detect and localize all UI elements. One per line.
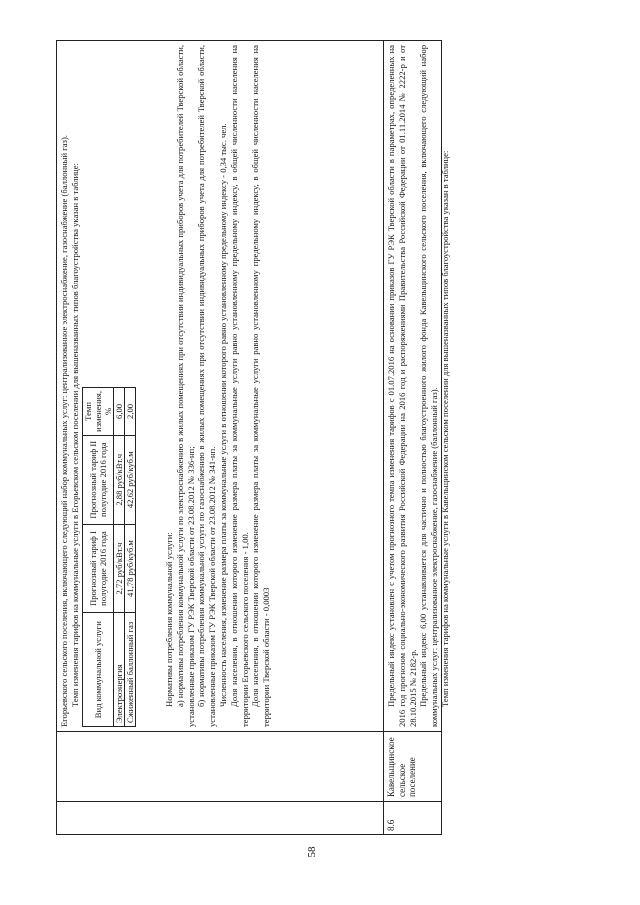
cell-service: Электроэнергия <box>113 613 124 727</box>
share-equal-paragraph: Доля населения, в отношении которого изменение размера платы за коммунальные услуги равно установленному предельному индексу, в общей численности населения на территории Егорьевского сельского поселения - 1,00. <box>228 45 250 727</box>
page-number: 58 <box>306 846 318 858</box>
cell-rate: 6,00 <box>113 388 124 436</box>
population-paragraph: Численность населения, изменение размера платы за коммунальные услуги в отношении которого равно установленному предельному индексу - 0,34 тыс. чел. <box>217 123 228 707</box>
upper-section-body <box>164 45 272 727</box>
table-lead-paragraph: Темп изменения тарифов на коммунальные услуги в Егорьевском сельском поселении для вышеназванных типов благоустройства указан в таблице: <box>69 163 80 707</box>
cell-tariff-h1: 41,78 руб/куб.м <box>124 524 135 613</box>
header-tariff-h2: Прогнозный тариф II полугодие 2016 года <box>82 435 113 524</box>
cell-tariff-h2: 2,88 руб/кВт.ч <box>113 435 124 524</box>
cell-service: Сжиженный баллонный газ <box>124 613 135 727</box>
settlement-name: Кавельщинское сельское поселение <box>386 737 417 797</box>
header-service: Вид коммунальной услуги <box>82 613 113 727</box>
cell-tariff-h2: 42,62 руб/куб.м <box>124 435 135 524</box>
row-number: 8.6 <box>386 819 396 831</box>
index-scope-paragraph: Предельный индекс 6,00 устанавливается для частично и полностью благоустроенного жилого фонда Кавельщинского сельского поселения, включающего следующий набор коммунальных услуг: централизованное электроснабжение, газоснабжение (баллонный газ). <box>418 45 440 727</box>
norms-title: Нормативы потребления коммунальной услуги: <box>164 532 174 707</box>
rotated-text-layer <box>56 40 450 835</box>
lower-section-body <box>386 45 451 727</box>
index-paragraph: Предельный индекс установлен с учетом прогнозного темпа изменения тарифов с 01.07.2016 на основании приказов ГУ РЭК Тверской области в параметрах, определенных на 2016 год прогнозом социально-экономического развития Российской Федерации на 2016 год и распоряжениями Правительства Российской Федерации от 01.11.2014 № 2222-р и от 28.10.2015 № 2182-р. <box>386 45 418 727</box>
cell-rate: 2,00 <box>124 388 135 436</box>
norm-a: а) нормативы потребления коммунальной услуги по электроснабжению в жилых помещениях при отсутствии индивидуальных приборов учета для потребителей Тверской области, установленные приказом ГУ РЭК Тверской области от 23.08.2012 № 336-нп; <box>174 45 196 727</box>
cell-tariff-h1: 2,72 руб/кВт.ч <box>113 524 124 613</box>
share-region-paragraph: Доля населения, в отношении которого изменение размера платы за коммунальные услуги равно установленному предельному индексу, в общей численности населения на территории Тверской области - 0,0003 <box>250 45 272 727</box>
intro-paragraph: Егорьевского сельского поселения, включающего следующий набор коммунальных услуг: централизованное электроснабжение, газоснабжение (баллонный газ). <box>59 135 69 727</box>
norm-b: б) нормативы потребления коммунальной услуги по газоснабжению в жилых помещениях при отсутствии индивидуальных приборов учета для потребителей Тверской области, установленные приказом ГУ РЭК Тверской области от 23.08.2012 № 341-нп. <box>196 45 218 727</box>
header-tariff-h1: Прогнозный тариф I полугодие 2016 года <box>82 524 113 613</box>
table-lead-paragraph-kavelshchinskoe: Темп изменения тарифов на коммунальные услуги в Кавельщинском сельском поселении для вышеназванных типов благоустройства указан в таблице: <box>439 150 450 707</box>
header-rate: Темп изменения, % <box>82 388 113 436</box>
